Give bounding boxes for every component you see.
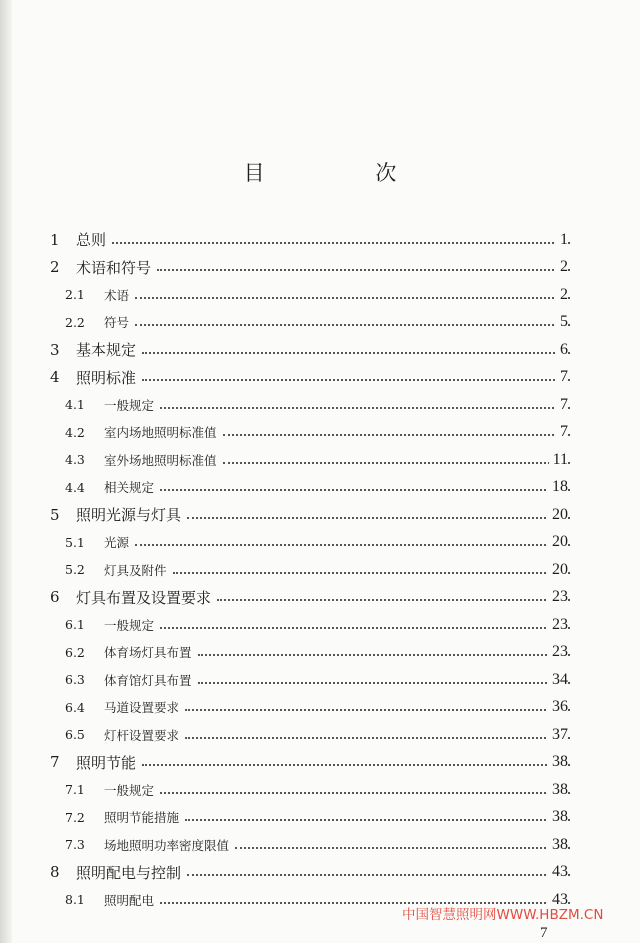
toc-entry-number: 2.1 [65, 287, 85, 303]
toc-entry[interactable] [0, 474, 640, 502]
toc-entry-number: 5.2 [65, 562, 85, 578]
toc-entry-number: 6.1 [65, 617, 85, 633]
leader-dots [157, 269, 570, 271]
toc-entry-page: 23 [548, 643, 568, 661]
page-number: 7 [540, 925, 548, 941]
leader-dots [217, 599, 570, 601]
toc-entry-number: 4.4 [65, 479, 85, 495]
toc-entry-number: 3 [50, 340, 60, 359]
toc-entry-label: 灯杆设置要求 [104, 726, 183, 744]
toc-entry-page: 7 [556, 368, 568, 386]
toc-entry-page: 2 [556, 286, 568, 304]
toc-entry-page: 6 [556, 341, 568, 359]
toc-entry[interactable] [0, 254, 640, 282]
leader-dots [142, 379, 570, 381]
toc-entry[interactable] [0, 309, 640, 337]
toc-entry-label: 灯具及附件 [104, 561, 171, 579]
toc-entry[interactable] [0, 446, 640, 474]
toc-entry-page: 38 [548, 781, 568, 799]
toc-entry-label: 照明配电 [104, 891, 158, 909]
toc-entry-label: 场地照明功率密度限值 [104, 836, 233, 854]
leader-dots [160, 407, 570, 409]
toc-entry[interactable] [0, 776, 640, 804]
toc-entry[interactable] [0, 694, 640, 722]
toc-entry[interactable] [0, 859, 640, 887]
toc-entry-number: 2.2 [65, 314, 85, 330]
toc-entry-page: 20 [548, 561, 568, 579]
leader-dots [135, 324, 570, 326]
toc-entry-number: 1 [50, 230, 60, 249]
toc-entry-number: 8 [50, 863, 60, 882]
toc-entry-number: 7.2 [65, 809, 85, 825]
toc-entry-page: 1 [556, 231, 568, 249]
toc-entry-number: 2 [50, 258, 60, 277]
toc-entry-page: 37 [548, 726, 568, 744]
toc-entry-number: 7.1 [65, 782, 85, 798]
toc-entry[interactable] [0, 529, 640, 557]
toc-entry-label: 一般规定 [104, 396, 158, 414]
toc-entry-page: 2 [556, 258, 568, 276]
toc-entry[interactable] [0, 364, 640, 392]
toc-entry-label: 体育场灯具布置 [104, 643, 196, 661]
toc-entry[interactable] [0, 336, 640, 364]
toc-entry-label: 照明节能措施 [104, 808, 183, 826]
leader-dots [198, 682, 570, 684]
toc-entry[interactable] [0, 419, 640, 447]
leader-dots [223, 462, 570, 464]
toc-entry-number: 5.1 [65, 534, 85, 550]
toc-entry-label: 术语 [104, 286, 133, 304]
toc-entry[interactable] [0, 556, 640, 584]
toc-entry-page: 23 [548, 616, 568, 634]
leader-dots [160, 627, 570, 629]
toc-entry-number: 4.1 [65, 397, 85, 413]
leader-dots [223, 434, 570, 436]
toc-entry-number: 6.3 [65, 672, 85, 688]
toc-entry-label: 照明标准 [76, 367, 140, 388]
toc-entry-page: 38 [548, 836, 568, 854]
toc-entry-label: 光源 [104, 533, 133, 551]
leader-dots [185, 819, 570, 821]
toc-entry-page: 36 [548, 698, 568, 716]
toc-entry-label: 室内场地照明标准值 [104, 423, 221, 441]
toc-entry-number: 6.5 [65, 727, 85, 743]
toc-entry-label: 室外场地照明标准值 [104, 451, 221, 469]
toc-entry-label: 术语和符号 [76, 257, 155, 278]
toc-entry-label: 照明配电与控制 [76, 862, 185, 883]
toc-title: 目 次 [243, 161, 449, 185]
toc-entry-page: 5 [556, 313, 568, 331]
toc-entry-page: 7 [556, 423, 568, 441]
toc-entry-label: 相关规定 [104, 478, 158, 496]
toc-entry-label: 符号 [104, 313, 133, 331]
toc-entry[interactable] [0, 639, 640, 667]
leader-dots [142, 764, 570, 766]
toc-entry-number: 8.1 [65, 892, 85, 908]
leader-dots [198, 654, 570, 656]
leader-dots [135, 297, 570, 299]
toc-entry-number: 6.2 [65, 644, 85, 660]
toc-entry-label: 灯具布置及设置要求 [76, 587, 215, 608]
toc-entry-page: 18 [548, 478, 568, 496]
toc-entry-label: 马道设置要求 [104, 698, 183, 716]
toc-entry-page: 11 [549, 451, 568, 469]
leader-dots [112, 242, 570, 244]
toc-entry-label: 一般规定 [104, 616, 158, 634]
leader-dots [135, 544, 570, 546]
leader-dots [185, 737, 570, 739]
toc-entry-number: 4 [50, 368, 60, 387]
leader-dots [187, 874, 570, 876]
toc-entry-number: 4.2 [65, 424, 85, 440]
toc-entry[interactable] [0, 611, 640, 639]
toc-entry-number: 4.3 [65, 452, 85, 468]
leader-dots [142, 352, 570, 354]
toc-entry-label: 一般规定 [104, 781, 158, 799]
toc-entry[interactable] [0, 226, 640, 254]
leader-dots [160, 489, 570, 491]
toc-entry-page: 20 [548, 506, 568, 524]
toc-entry[interactable] [0, 501, 640, 529]
toc-entry-page: 38 [548, 808, 568, 826]
toc-entry-page: 43 [548, 863, 568, 881]
toc-entry-label: 总则 [76, 229, 110, 250]
toc-entry-page: 7 [556, 396, 568, 414]
toc-entry[interactable] [0, 804, 640, 832]
watermark: 中国智慧照明网WWW.HBZM.CN [402, 907, 604, 923]
toc-entry-number: 7 [50, 753, 60, 772]
leader-dots [185, 709, 570, 711]
toc-entry[interactable] [0, 749, 640, 777]
toc-entry-label: 照明节能 [76, 752, 140, 773]
toc-entry[interactable] [0, 721, 640, 749]
leader-dots [187, 517, 570, 519]
toc-entry-number: 7.3 [65, 837, 85, 853]
toc-entry-number: 5 [50, 505, 60, 524]
toc-entry[interactable] [0, 666, 640, 694]
toc-entry[interactable] [0, 831, 640, 859]
toc-entry-page: 34 [548, 671, 568, 689]
leader-dots [160, 792, 570, 794]
toc-entry[interactable] [0, 281, 640, 309]
toc-entry-number: 6.4 [65, 699, 85, 715]
toc-entry-page: 38 [548, 753, 568, 771]
toc-entry-label: 基本规定 [76, 339, 140, 360]
toc-entry-number: 6 [50, 588, 60, 607]
toc-entry[interactable] [0, 391, 640, 419]
leader-dots [235, 847, 570, 849]
toc-entry-label: 体育馆灯具布置 [104, 671, 196, 689]
toc-entry-page: 43 [548, 891, 568, 909]
table-of-contents [0, 226, 640, 914]
toc-entry-label: 照明光源与灯具 [76, 504, 185, 525]
toc-entry-page: 20 [548, 533, 568, 551]
toc-entry[interactable] [0, 584, 640, 612]
leader-dots [173, 572, 570, 574]
toc-entry-page: 23 [548, 588, 568, 606]
